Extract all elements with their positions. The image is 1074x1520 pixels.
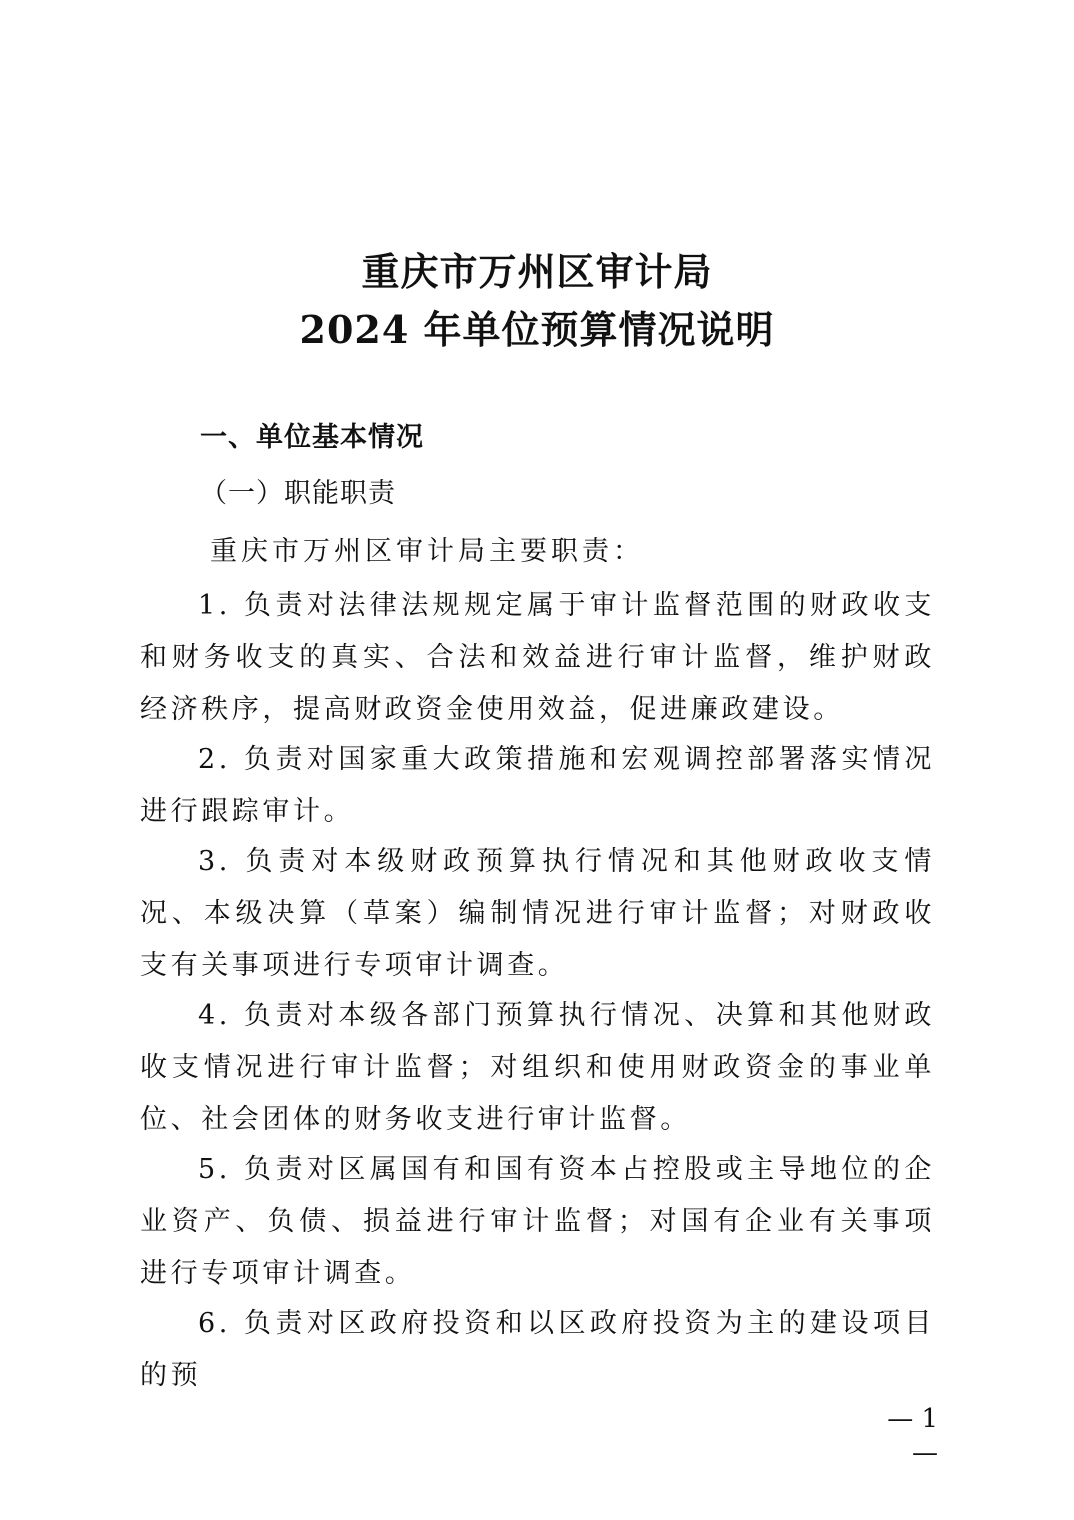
paragraph-1: 1. 负责对法律法规规定属于审计监督范围的财政收支和财务收支的真实、合法和效益进行审计监督，维护财政经济秩序，提高财政资金使用效益，促进廉政建设。: [140, 590, 935, 725]
document-title-line2: 2024 年单位预算情况说明: [299, 307, 775, 352]
paragraph-2: 2. 负责对国家重大政策措施和宏观调控部署落实情况进行跟踪审计。: [140, 744, 935, 827]
subsection-heading: （一）职能职责: [200, 478, 396, 509]
document-title-line1: 重庆市万州区审计局: [361, 249, 713, 294]
paragraph-3: 3. 负责对本级财政预算执行情况和其他财政收支情况、本级决算（草案）编制情况进行审计监督；对财政收支有关事项进行专项审计调查。: [140, 846, 935, 981]
paragraph-5: 5. 负责对区属国有和国有资本占控股或主导地位的企业资产、负债、损益进行审计监督；对国有企业有关事项进行专项审计调查。: [140, 1154, 935, 1289]
page-number: — 1 —: [887, 1404, 938, 1468]
paragraph-4: 4. 负责对本级各部门预算执行情况、决算和其他财政收支情况进行审计监督；对组织和使用财政资金的事业单位、社会团体的财务收支进行审计监督。: [140, 1000, 935, 1135]
intro-text: 重庆市万州区审计局主要职责：: [210, 536, 644, 567]
section-heading: 一、单位基本情况: [200, 422, 424, 453]
paragraph-6: 6. 负责对区政府投资和以区政府投资为主的建设项目的预: [140, 1308, 935, 1391]
